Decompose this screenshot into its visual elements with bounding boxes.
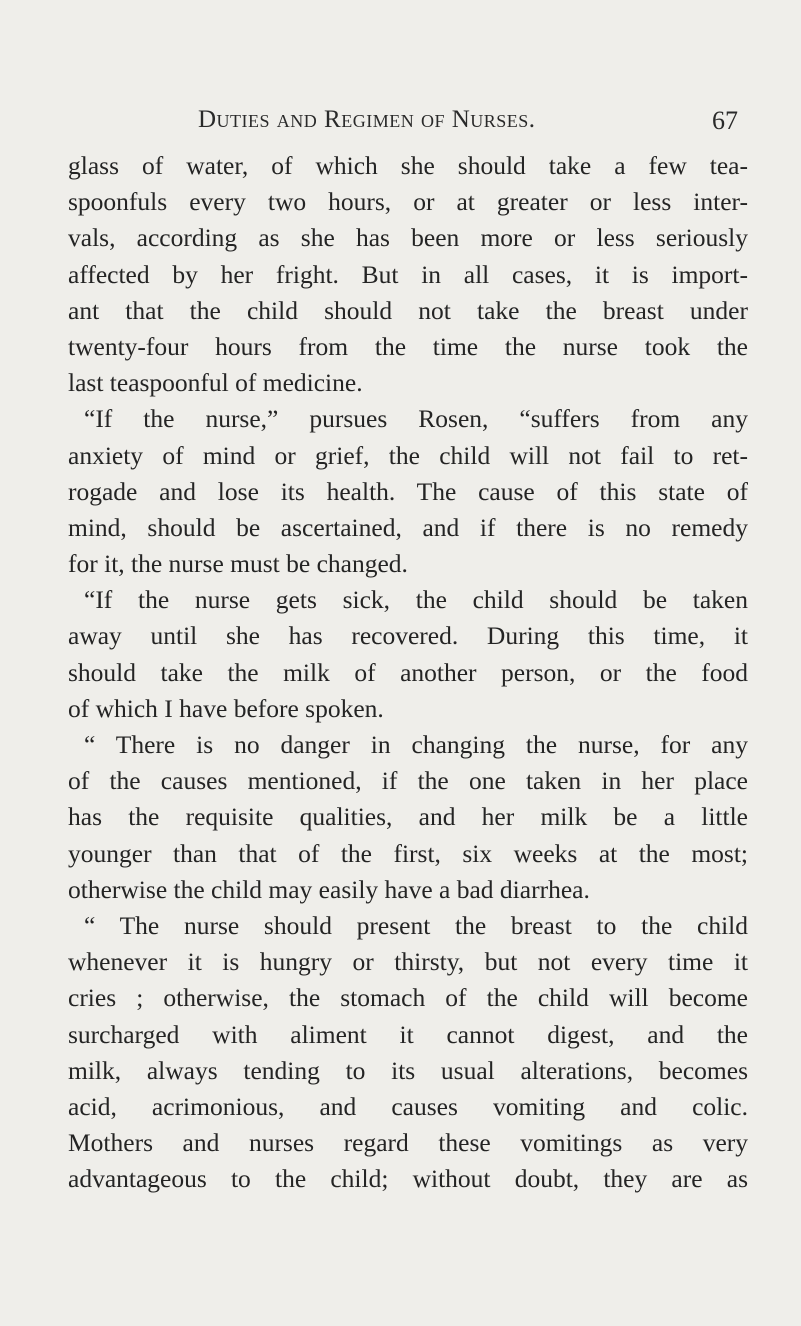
text-line: vals, according as she has been more or less seriously (68, 223, 748, 253)
text-line: mind, should be ascertained, and if there is no remedy (68, 512, 748, 542)
text-line: away until she has recovered. During this time, it (68, 621, 748, 651)
text-line: whenever it is hungry or thirsty, but not every time it (68, 947, 748, 977)
text-line: last teaspoonful of medicine. (68, 368, 363, 398)
body-text (68, 148, 748, 1197)
text-line: “ The nurse should present the breast to the child (84, 910, 748, 940)
text-line: “If the nurse gets sick, the child should be taken (84, 585, 748, 615)
text-line: Mothers and nurses regard these vomitings as very (68, 1128, 748, 1158)
text-line: spoonfuls every two hours, or at greater or less inter- (68, 187, 748, 217)
text-line: anxiety of mind or grief, the child will not fail to ret- (68, 440, 748, 470)
text-line: for it, the nurse must be changed. (68, 549, 408, 579)
text-line: surcharged with aliment it cannot digest, and the (68, 1019, 748, 1049)
text-line: should take the milk of another person, or the food (68, 657, 748, 687)
text-line: younger than that of the first, six weeks at the most; (68, 838, 748, 868)
text-line: glass of water, of which she should take a few tea- (68, 151, 748, 180)
text-line: otherwise the child may easily have a bad diarrhea. (68, 874, 590, 904)
text-line: of the causes mentioned, if the one taken in her place (68, 766, 748, 796)
text-line: rogade and lose its health. The cause of this state of (68, 476, 748, 506)
text-line: acid, acrimonious, and causes vomiting and colic. (68, 1091, 748, 1121)
text-line: has the requisite qualities, and her milk be a little (68, 802, 748, 832)
text-line: ant that the child should not take the breast under (68, 295, 748, 325)
text-line: twenty-four hours from the time the nurse took the (68, 331, 748, 361)
text-line: of which I have before spoken. (68, 693, 384, 723)
running-head-title: Duties and Regimen of Nurses. (198, 106, 536, 133)
text-line: milk, always tending to its usual alterations, becomes (68, 1055, 748, 1085)
text-line: cries ; otherwise, the stomach of the child will become (68, 983, 748, 1013)
text-line: affected by her fright. But in all cases, it is import- (68, 259, 748, 289)
page-number: 67 (712, 106, 738, 135)
running-head (0, 106, 801, 140)
text-line: “If the nurse,” pursues Rosen, “suffers from any (84, 404, 748, 434)
text-line: “ There is no danger in changing the nurse, for any (84, 730, 748, 759)
text-line: advantageous to the child; without doubt, they are as (68, 1164, 748, 1194)
